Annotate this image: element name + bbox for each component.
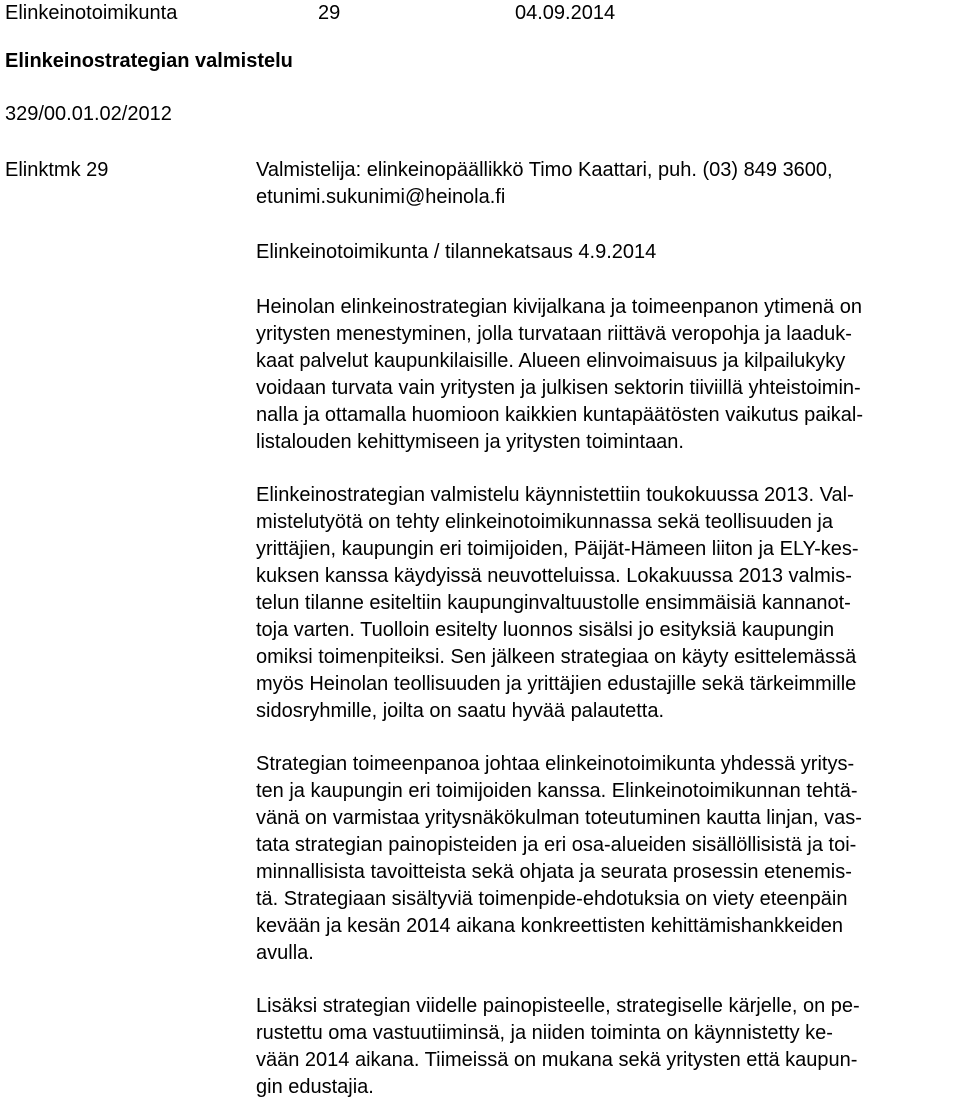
paragraph-line: yritysten menestyminen, jolla turvataan riittävä veropohja ja laaduk- — [256, 323, 852, 345]
document-body — [256, 157, 956, 1101]
paragraph-line: ten ja kaupungin eri toimijoiden kanssa. Elinkeinotoimikunnan tehtä- — [256, 780, 858, 802]
paragraph-line: Elinkeinostrategian valmistelu käynnistettiin toukokuussa 2013. Val- — [256, 484, 854, 506]
paragraph-line: nalla ja ottamalla huomioon kaikkien kuntapäätösten vaikutus paikal- — [256, 404, 864, 426]
paragraph-line: listalouden kehittymiseen ja yritysten toimintaan. — [256, 431, 684, 453]
paragraph-line: Lisäksi strategian viidelle painopisteelle, strategiselle kärjelle, on pe- — [256, 995, 860, 1017]
subject-text: Elinkeinotoimikunta / tilannekatsaus 4.9.2014 — [256, 241, 657, 263]
paragraph-line: kaat palvelut kaupunkilaisille. Alueen elinvoimaisuus ja kilpailukyky — [256, 350, 846, 372]
paragraph-line: gin edustajia. — [256, 1076, 374, 1098]
paragraph-line: tata strategian painopisteiden ja eri osa-alueiden sisällöllisistä ja toi- — [256, 834, 857, 856]
meeting-date: 04.09.2014 — [515, 2, 616, 24]
paragraph-line: kuksen kanssa käydyissä neuvotteluissa. Lokakuussa 2013 valmis- — [256, 565, 852, 587]
document-title: Elinkeinostrategian valmistelu — [5, 50, 293, 72]
paragraph-line: kevään ja kesän 2014 aikana konkreettisten kehittämishankkeiden — [256, 915, 844, 937]
paragraph-line: Strategian toimeenpanoa johtaa elinkeinotoimikunta yhdessä yritys- — [256, 753, 855, 775]
paragraph-line: minnallisista tavoitteista sekä ohjata ja seurata prosessin etenemis- — [256, 861, 852, 883]
paragraph-1 — [256, 294, 956, 456]
paragraph-line: rustettu oma vastuutiiminsä, ja niiden toiminta on käynnistetty ke- — [256, 1022, 833, 1044]
preparer-line: Valmistelija: elinkeinopäällikkö Timo Kaattari, puh. (03) 849 3600, — [256, 159, 833, 181]
section-label: Elinktmk 29 — [5, 159, 109, 181]
paragraph-line: telun tilanne esiteltiin kaupunginvaltuustolle ensimmäisiä kannanot- — [256, 592, 851, 614]
preparer-line: etunimi.sukunimi@heinola.fi — [256, 186, 506, 208]
paragraph-line: mistelutyötä on tehty elinkeinotoimikunnassa sekä teollisuuden ja — [256, 511, 834, 533]
meeting-number: 29 — [318, 2, 341, 24]
paragraph-line: toja varten. Tuolloin esitelty luonnos sisälsi jo esityksiä kaupungin — [256, 619, 835, 641]
paragraph-line: avulla. — [256, 942, 314, 964]
paragraph-4 — [256, 993, 956, 1101]
committee-name: Elinkeinotoimikunta — [5, 2, 178, 24]
paragraph-3 — [256, 751, 956, 967]
reference-number: 329/00.01.02/2012 — [5, 103, 172, 125]
paragraph-line: tä. Strategiaan sisältyviä toimenpide-ehdotuksia on viety eteenpäin — [256, 888, 848, 910]
paragraph-line: yrittäjien, kaupungin eri toimijoiden, Päijät-Hämeen liiton ja ELY-kes- — [256, 538, 859, 560]
paragraph-line: Heinolan elinkeinostrategian kivijalkana ja toimeenpanon ytimenä on — [256, 296, 862, 318]
preparer-info — [256, 157, 956, 211]
paragraph-line: sidosryhmille, joilta on saatu hyvää palautetta. — [256, 700, 665, 722]
paragraph-line: vänä on varmistaa yritysnäkökulman toteutuminen kautta linjan, vas- — [256, 807, 862, 829]
paragraph-line: myös Heinolan teollisuuden ja yrittäjien edustajille sekä tärkeimmille — [256, 673, 857, 695]
subject-line — [256, 239, 956, 266]
paragraph-line: voidaan turvata vain yritysten ja julkisen sektorin tiiviillä yhteistoimin- — [256, 377, 861, 399]
paragraph-2 — [256, 482, 956, 725]
paragraph-line: vään 2014 aikana. Tiimeissä on mukana sekä yritysten että kaupun- — [256, 1049, 858, 1071]
paragraph-line: omiksi toimenpiteiksi. Sen jälkeen strategiaa on käyty esittelemässä — [256, 646, 857, 668]
